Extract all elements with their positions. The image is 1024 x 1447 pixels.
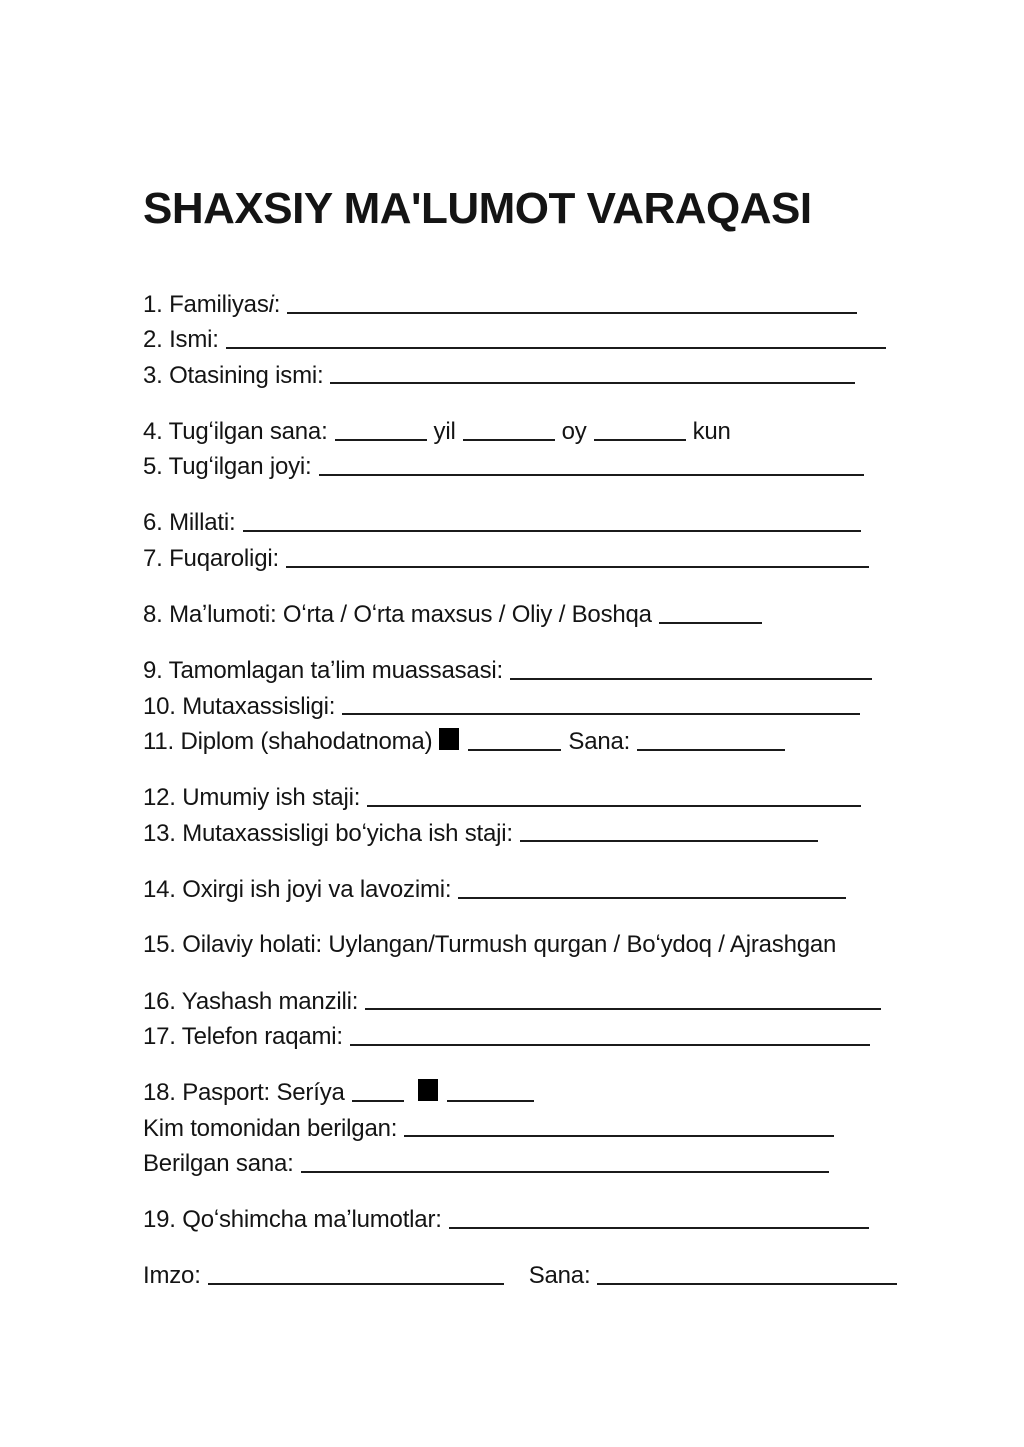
form-label: yil [433,417,456,445]
form-label: 13. Mutaxassisligi boʻyicha ish staji: [143,819,513,847]
form-group [143,597,924,632]
form-label: 17. Telefon raqami: [143,1022,343,1050]
form-label-italic: i [268,290,274,318]
form-group [143,872,924,907]
form-line [143,1258,924,1293]
form-group [143,928,924,963]
fill-in-blank [594,416,686,441]
form-line [143,597,924,632]
personal-info-form [143,287,924,1294]
form-line [143,1202,924,1237]
fill-in-blank [352,1077,404,1102]
form-label: Sana: [528,1262,591,1290]
form-group [143,505,924,576]
form-label: 3. Otasining ismi: [143,361,324,389]
fill-in-blank [367,782,861,807]
fill-in-blank [342,691,860,716]
form-label: 8. Maʼlumoti: Oʻrta / Oʻrta maxsus / Oliy / Boshqa [143,600,652,628]
form-label: Sana: [568,727,631,755]
form-label: : [273,290,281,318]
fill-in-blank [330,360,855,385]
form-line [143,287,924,322]
fill-in-blank [286,543,869,568]
form-group [143,1258,924,1293]
fill-in-blank [226,324,886,349]
form-line [143,1146,924,1181]
form-line [143,505,924,540]
form-label: 15. Oilaviy holati: Uylangan/Turmush qurgan / Boʻydoq / Ajrashgan [143,931,837,959]
fill-in-blank [335,416,427,441]
form-line [143,322,924,357]
form-line [143,1075,924,1110]
form-line [143,816,924,851]
form-line [143,780,924,815]
form-label: 19. Qoʻshimcha maʼlumotlar: [143,1205,442,1233]
form-label: 1. Familiyas [143,290,269,318]
form-label: kun [692,417,731,445]
form-line [143,724,924,759]
form-label: 18. Pasport: Seríya [143,1079,345,1107]
form-label: 5. Tugʻilgan joyi: [143,452,312,480]
form-label: 14. Oxirgi ish joyi va lavozimi: [143,875,452,903]
form-line [143,984,924,1019]
fill-in-blank [458,874,846,899]
form-line [143,872,924,907]
form-line [143,689,924,724]
form-label: 9. Tamomlagan taʼlim muassasasi: [143,657,503,685]
fill-in-blank [510,655,872,680]
fill-in-blank [208,1260,504,1285]
form-line [143,1019,924,1054]
fill-in-blank [404,1113,834,1138]
form-line [143,358,924,393]
form-label: 2. Ismi: [143,326,219,354]
fill-in-blank [463,416,555,441]
form-line [143,541,924,576]
form-group [143,414,924,485]
black-square-icon [418,1079,438,1101]
form-label: Berilgan sana: [143,1149,294,1177]
form-group [143,653,924,759]
fill-in-blank [520,818,818,843]
fill-in-blank [659,599,762,624]
fill-in-blank [637,726,785,751]
form-group [143,1075,924,1181]
fill-in-blank [287,289,857,314]
form-line [143,449,924,484]
form-label: 4. Tugʻilgan sana: [143,417,328,445]
form-label: oy [561,417,587,445]
fill-in-blank [365,986,881,1011]
form-label: 7. Fuqaroligi: [143,544,279,572]
form-line [143,414,924,449]
form-group [143,1202,924,1237]
page-title: SHAXSIY MA'LUMOT VARAQASI [143,184,812,233]
form-line [143,1111,924,1146]
form-label: 16. Yashash manzili: [143,987,359,1015]
form-group [143,287,924,393]
form-group [143,780,924,851]
fill-in-blank [447,1077,534,1102]
fill-in-blank [301,1148,829,1173]
form-label: 10. Mutaxassisligi: [143,692,336,720]
form-label: Kim tomonidan berilgan: [143,1114,398,1142]
form-line [143,928,924,963]
fill-in-blank [319,451,864,476]
fill-in-blank [243,507,861,532]
fill-in-blank [597,1260,897,1285]
form-label: Imzo: [143,1262,201,1290]
fill-in-blank [468,726,561,751]
form-label: 12. Umumiy ish staji: [143,784,361,812]
form-line [143,653,924,688]
form-group [143,984,924,1055]
form-label: 6. Millati: [143,509,236,537]
black-square-icon [439,728,459,750]
form-label: 11. Diplom (shahodatnoma) [143,727,433,755]
fill-in-blank [449,1204,869,1229]
fill-in-blank [350,1021,870,1046]
spacer [511,1282,529,1283]
